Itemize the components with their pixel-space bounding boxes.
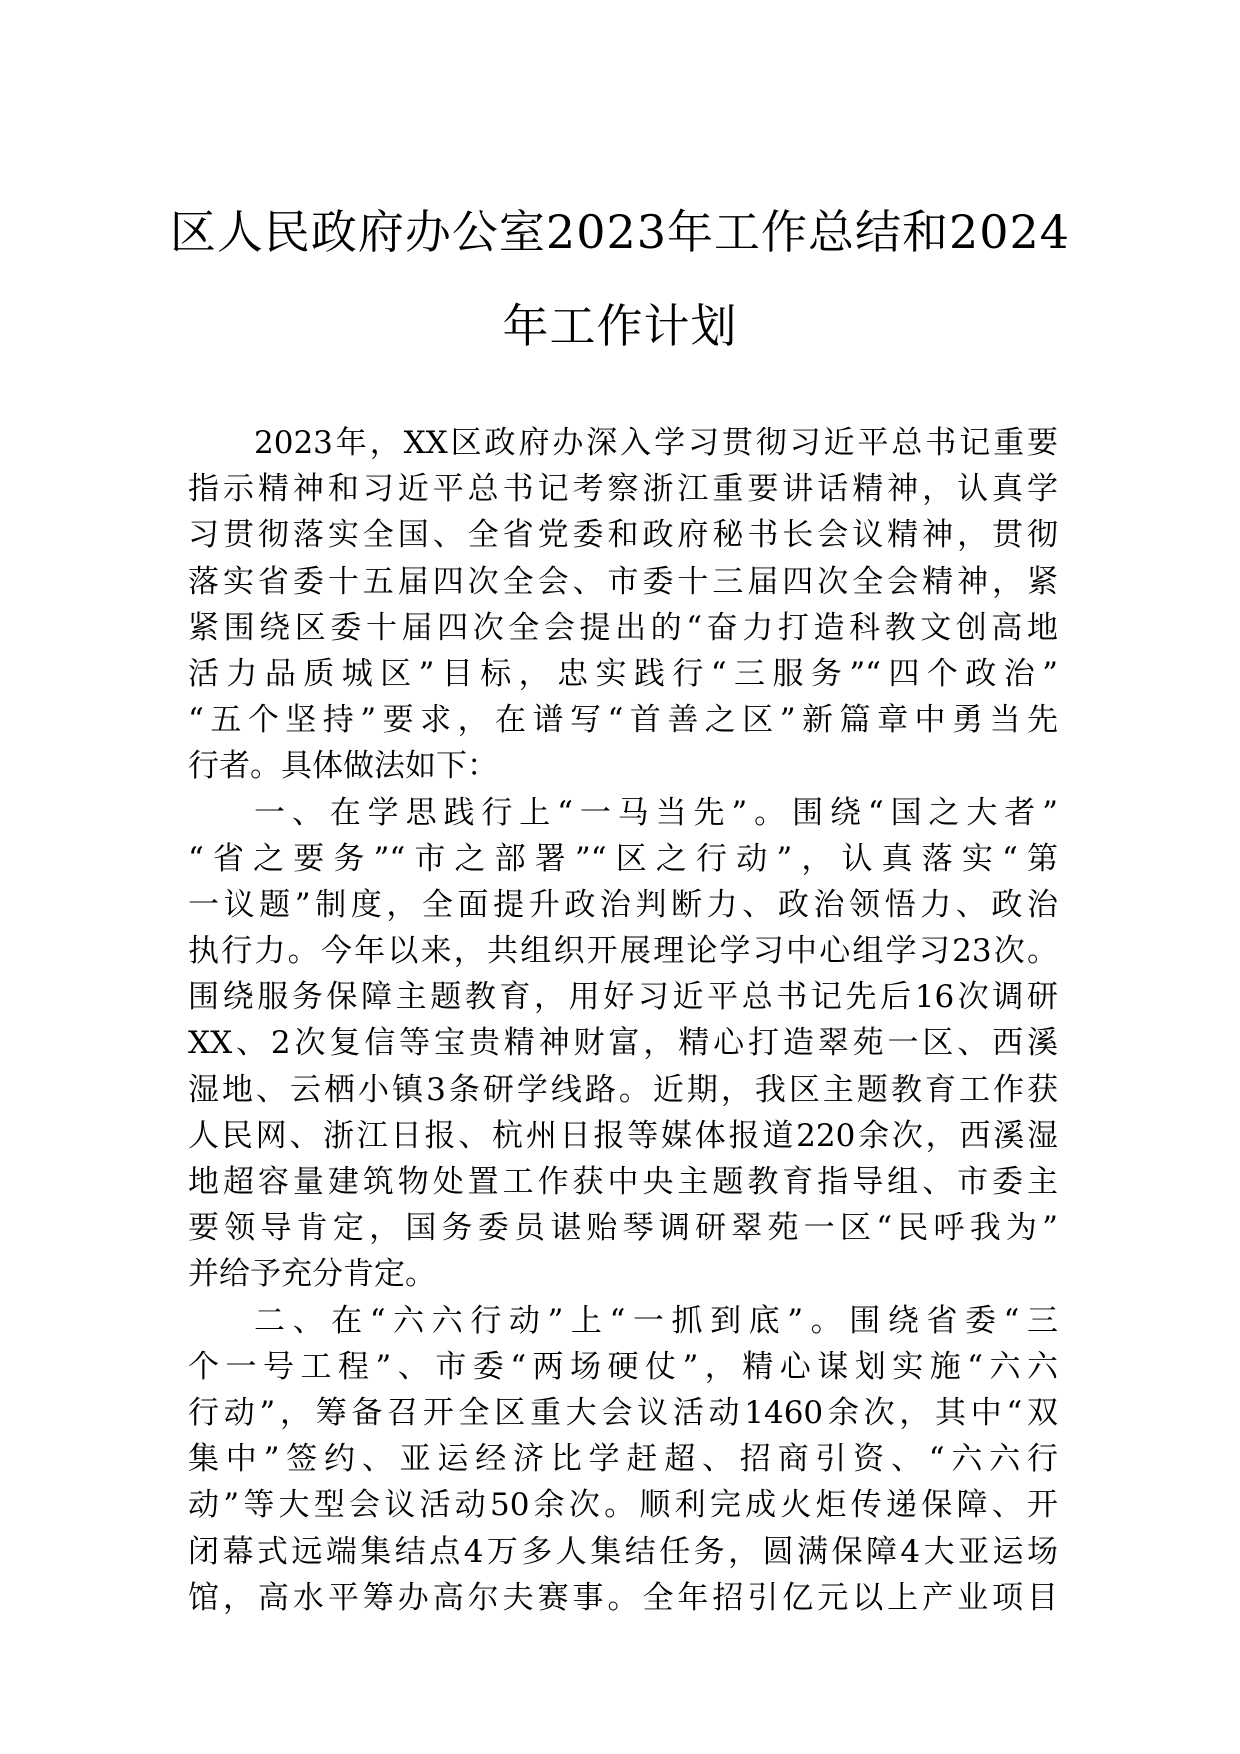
- text-line: 指示精神和习近平总书记考察浙江重要讲话精神，认真学: [188, 471, 1058, 508]
- text-line: 闭幕式远端集结点4万多人集结任务，圆满保障4大亚运场: [188, 1533, 1058, 1570]
- text-line: 行动”，筹备召开全区重大会议活动1460余次，其中“双: [188, 1394, 1058, 1431]
- text-line: 执行力。今年以来，共组织开展理论学习中心组学习23次。: [188, 933, 1058, 970]
- text-line: 馆，高水平筹办高尔夫赛事。全年招引亿元以上产业项目: [188, 1579, 1058, 1616]
- text-line: 湿地、云栖小镇3条研学线路。近期，我区主题教育工作获: [188, 1071, 1058, 1108]
- text-line: “五个坚持”要求，在谱写“首善之区”新篇章中勇当先: [188, 702, 1058, 739]
- document-title: [150, 185, 1090, 373]
- text-line: 个一号工程”、市委“两场硬仗”，精心谋划实施“六六: [188, 1348, 1058, 1385]
- text-line: “省之要务”“市之部署”“区之行动”，认真落实“第: [188, 840, 1058, 877]
- text-line: 一、在学思践行上“一马当先”。围绕“国之大者”: [254, 794, 1058, 831]
- title-line-1: 区人民政府办公室2023年工作总结和2024: [169, 205, 1071, 259]
- text-line: 活力品质城区”目标，忠实践行“三服务”“四个政治”: [188, 655, 1058, 692]
- text-line: 习贯彻落实全国、全省党委和政府秘书长会议精神，贯彻: [188, 517, 1058, 554]
- document-body: [188, 420, 1058, 1621]
- text-line: 并给予充分肯定。: [188, 1256, 436, 1293]
- text-line: 要领导肯定，国务委员谌贻琴调研翠苑一区“民呼我为”: [188, 1210, 1058, 1247]
- text-line: 一议题”制度，全面提升政治判断力、政治领悟力、政治: [188, 886, 1058, 923]
- text-line: 紧围绕区委十届四次全会提出的“奋力打造科教文创高地: [188, 609, 1058, 646]
- paragraph-section-2: [188, 1298, 1058, 1621]
- text-line: 二、在“六六行动”上“一抓到底”。围绕省委“三: [254, 1302, 1058, 1339]
- title-line-2: 年工作计划: [502, 299, 738, 353]
- text-line: 2023年，XX区政府办深入学习贯彻习近平总书记重要: [254, 425, 1058, 461]
- text-line: 围绕服务保障主题教育，用好习近平总书记先后16次调研: [188, 979, 1058, 1016]
- text-line: 动”等大型会议活动50余次。顺利完成火炬传递保障、开: [188, 1487, 1058, 1524]
- text-line: 地超容量建筑物处置工作获中央主题教育指导组、市委主: [188, 1164, 1058, 1200]
- text-line: 落实省委十五届四次全会、市委十三届四次全会精神，紧: [188, 563, 1058, 600]
- paragraph-intro: [188, 420, 1058, 790]
- text-line: 集中”签约、亚运经济比学赶超、招商引资、“六六行: [188, 1441, 1058, 1478]
- paragraph-section-1: [188, 790, 1058, 1298]
- text-line: 人民网、浙江日报、杭州日报等媒体报道220余次，西溪湿: [188, 1117, 1058, 1154]
- text-line: 行者。具体做法如下：: [188, 748, 498, 785]
- text-line: XX、2次复信等宝贵精神财富，精心打造翠苑一区、西溪: [188, 1025, 1058, 1062]
